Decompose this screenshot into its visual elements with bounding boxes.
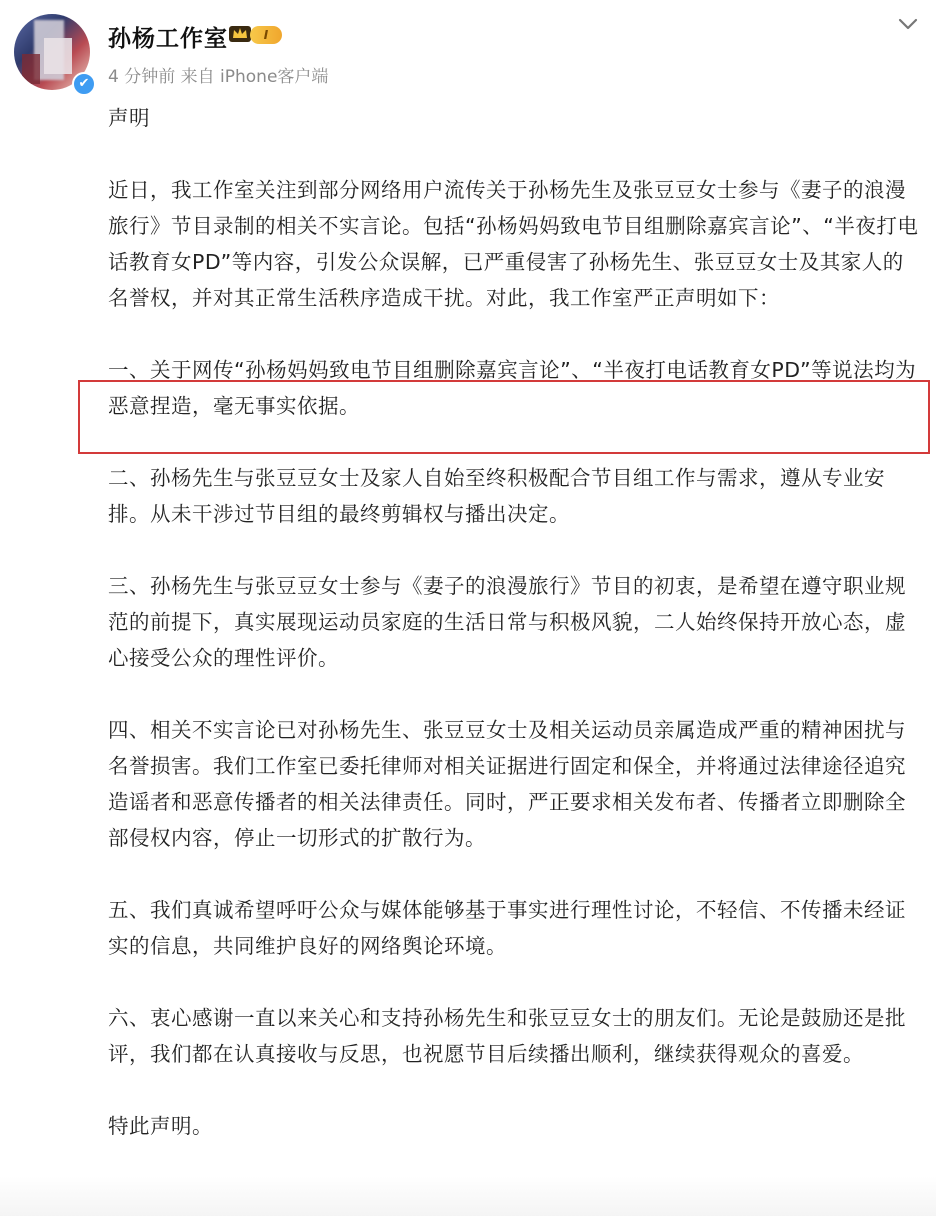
avatar-mosaic [22, 54, 40, 84]
statement-point-5: 五、我们真诚希望呼吁公众与媒体能够基于事实进行理性讨论，不轻信、不传播未经证实的信息，共同维护良好的网络舆论环境。 [108, 898, 906, 958]
crown-icon [228, 24, 252, 44]
level-badge: I [250, 26, 282, 44]
author-name[interactable]: 孙杨工作室 [108, 26, 228, 52]
statement-point-1: 一、关于网传“孙杨妈妈致电节目组删除嘉宾言论”、“半夜打电话教育女PD”等说法均为恶意捏造，毫无事实依据。 [108, 358, 917, 418]
post-meta: 4 分钟前 来自 iPhone客户端 [108, 67, 329, 87]
bottom-fade [0, 1176, 936, 1216]
statement-intro: 近日，我工作室关注到部分网络用户流传关于孙杨先生及张豆豆女士参与《妻子的浪漫旅行》节目录制的相关不实言论。包括“孙杨妈妈致电节目组删除嘉宾言论”、“半夜打电话教育女PD”等内容，引发公众误解，已严重侵害了孙杨先生、张豆豆女士及其家人的名誉权，并对其正常生活秩序造成干扰。对此，我工作室严正声明如下： [108, 178, 919, 310]
post-content [108, 100, 923, 1144]
statement-point-6: 六、衷心感谢一直以来关心和支持孙杨先生和张豆豆女士的朋友们。无论是鼓励还是批评，我们都在认真接收与反思，也祝愿节目后续播出顺利，继续获得观众的喜爱。 [108, 1006, 906, 1066]
statement-title: 声明 [108, 106, 150, 130]
statement-point-2: 二、孙杨先生与张豆豆女士及家人自始至终积极配合节目组工作与需求，遵从专业安排。从未干涉过节目组的最终剪辑权与播出决定。 [108, 466, 885, 526]
statement-point-4: 四、相关不实言论已对孙杨先生、张豆豆女士及相关运动员亲属造成严重的精神困扰与名誉损害。我们工作室已委托律师对相关证据进行固定和保全，并将通过法律途径追究造谣者和恶意传播者的相关法律责任。同时，严正要求相关发布者、传播者立即删除全部侵权内容，停止一切形式的扩散行为。 [108, 718, 906, 850]
statement-point-3: 三、孙杨先生与张豆豆女士参与《妻子的浪漫旅行》节目的初衷，是希望在遵守职业规范的前提下，真实展现运动员家庭的生活日常与积极风貌，二人始终保持开放心态，虚心接受公众的理性评价。 [108, 574, 906, 670]
statement-closing: 特此声明。 [108, 1114, 213, 1138]
avatar-mosaic [44, 38, 72, 74]
verified-icon: ✔ [72, 72, 96, 96]
chevron-down-icon[interactable] [896, 14, 920, 34]
